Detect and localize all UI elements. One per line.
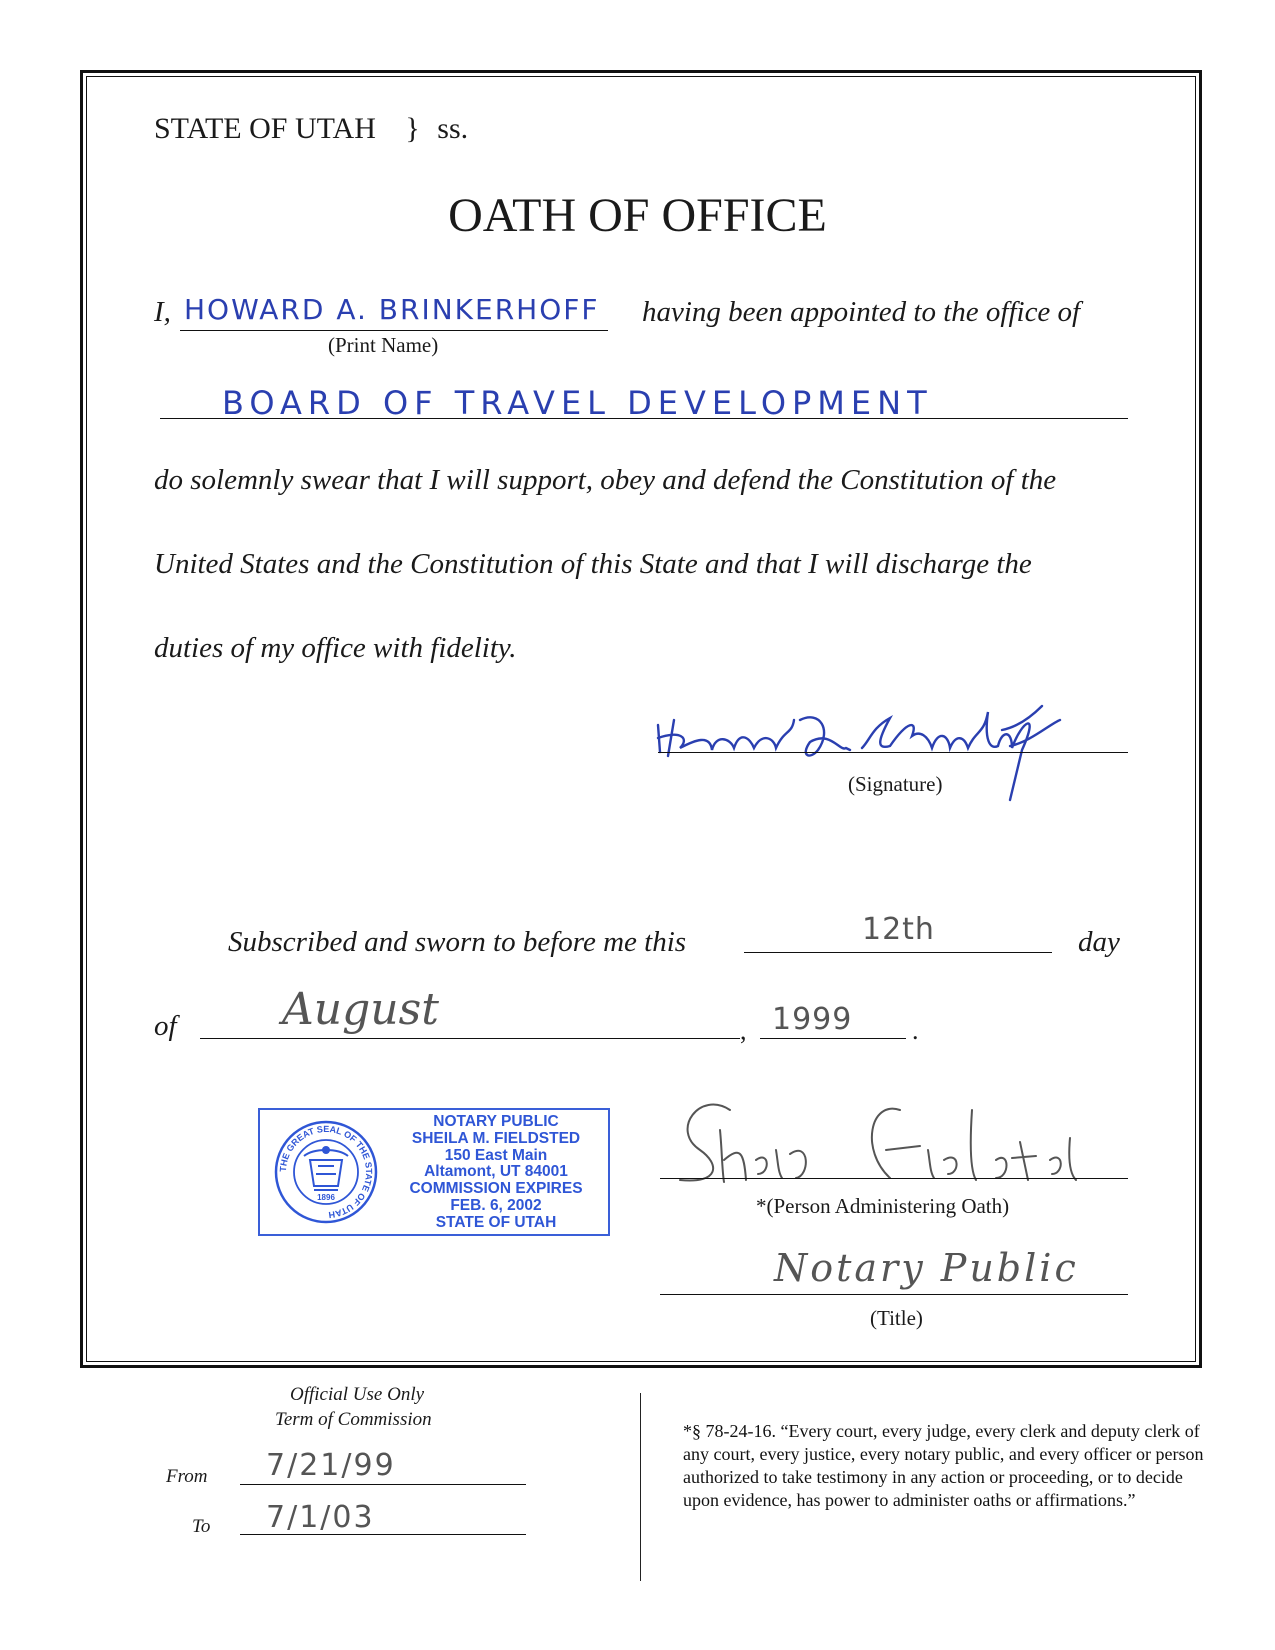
appointed-text: having been appointed to the office of	[642, 296, 1081, 328]
state-seal-icon	[274, 1120, 378, 1224]
signature-line	[658, 752, 1128, 753]
oath-i: I,	[154, 296, 171, 328]
administering-line	[660, 1178, 1128, 1179]
day-label: day	[1078, 926, 1120, 958]
month-comma: ,	[740, 1016, 747, 1045]
of-label: of	[154, 1010, 177, 1042]
day-handwritten: 12th	[862, 912, 935, 947]
statute-text: *§ 78-24-16. “Every court, every judge, every clerk and deputy clerk of any court, every justice, every notary public, and every officer or person authorized to take testimony in any action or proceeding, or to decide upon evidence, has power to administer oaths or affirmations.”	[683, 1421, 1204, 1510]
signature-caption: (Signature)	[848, 772, 943, 796]
term-of-commission-heading: Term of Commission	[275, 1409, 432, 1430]
to-line	[240, 1534, 526, 1535]
subscribed-text: Subscribed and sworn to before me this	[228, 926, 687, 958]
to-label: To	[192, 1516, 211, 1537]
svg-text:1896: 1896	[317, 1193, 335, 1202]
notary-stamp-text: NOTARY PUBLIC SHEILA M. FIELDSTED 150 East Main Altamont, UT 84001 COMMISSION EXPIRES FEB. 6, 2002 STATE OF UTAH	[409, 1113, 583, 1231]
year-line	[760, 1038, 906, 1039]
from-value: 7/21/99	[266, 1448, 396, 1483]
oath-line-2: United States and the Constitution of this State and that I will discharge the	[154, 548, 1032, 580]
administering-signature	[660, 1090, 1090, 1200]
office-line	[160, 418, 1128, 419]
from-label: From	[166, 1466, 208, 1487]
title-line	[660, 1294, 1128, 1295]
state-line: STATE OF UTAH } ss.	[154, 112, 469, 145]
official-use-heading: Official Use Only	[290, 1384, 425, 1405]
year-period: .	[912, 1016, 919, 1045]
office-handwritten: BOARD OF TRAVEL DEVELOPMENT	[222, 384, 933, 422]
oath-line-1: do solemnly swear that I will support, obey and defend the Constitution of the	[154, 464, 1057, 496]
section-divider	[640, 1393, 641, 1581]
title-caption: (Title)	[870, 1306, 923, 1330]
day-line	[744, 952, 1052, 953]
month-line	[200, 1038, 740, 1039]
print-name-caption: (Print Name)	[328, 333, 439, 357]
to-value: 7/1/03	[266, 1500, 375, 1535]
month-handwritten: August	[282, 984, 439, 1035]
print-name-line	[180, 330, 608, 331]
title-handwritten: Notary Public	[774, 1246, 1079, 1290]
year-handwritten: 1999	[772, 1002, 853, 1037]
printed-name-handwritten: HOWARD A. BRINKERHOFF	[184, 293, 600, 326]
administering-caption: *(Person Administering Oath)	[756, 1194, 1010, 1218]
oath-line-3: duties of my office with fidelity.	[154, 632, 517, 664]
page-title: OATH OF OFFICE	[448, 189, 827, 242]
notary-stamp	[258, 1108, 610, 1236]
from-line	[240, 1484, 526, 1485]
svg-text:THE GREAT SEAL OF THE STATE OF: THE GREAT SEAL OF THE STATE OF UTAH	[277, 1123, 375, 1220]
